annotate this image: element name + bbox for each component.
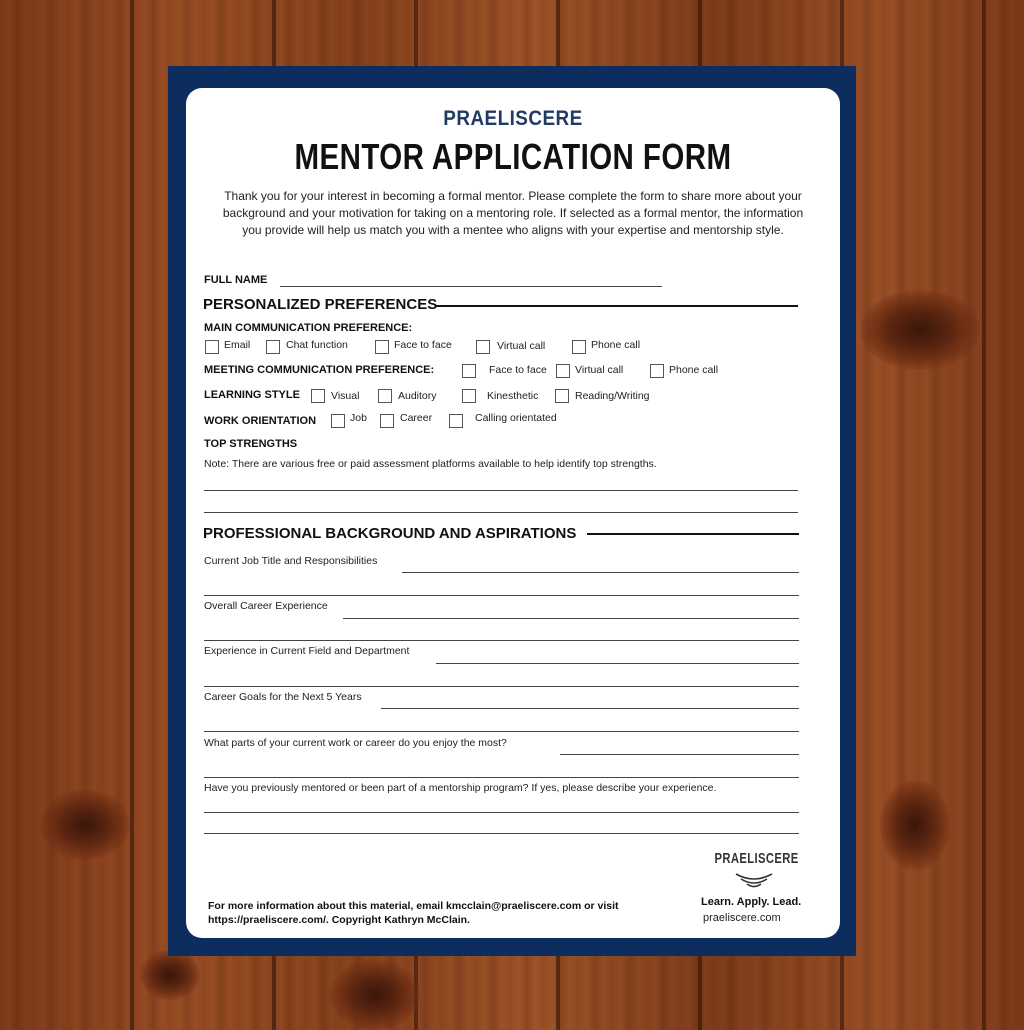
answer-career-goals-line-1[interactable]	[381, 708, 799, 709]
option-face-label: Face to face	[394, 339, 452, 351]
wood-knot	[40, 790, 130, 860]
section-rule	[587, 533, 799, 535]
top-strengths-line-2[interactable]	[204, 512, 798, 513]
top-strengths-line-1[interactable]	[204, 490, 798, 491]
question-current-job: Current Job Title and Responsibilities	[204, 555, 378, 567]
section-personalized-preferences: PERSONALIZED PREFERENCES	[203, 296, 438, 313]
work-orientation-label: WORK ORIENTATION	[204, 415, 317, 427]
answer-previous-mentoring-line-2[interactable]	[204, 833, 799, 834]
option-phone-label: Phone call	[591, 339, 641, 351]
logo-arcs-icon	[732, 872, 776, 890]
meeting-virtual-label: Virtual call	[575, 364, 624, 376]
checkbox-visual[interactable]	[311, 389, 325, 403]
intro-text: Thank you for your interest in becoming a formal mentor. Please complete the form to share more about your background and your motivation for taking on a mentoring role. If selected as a formal mentor, the information you provide will help us match you with a mentee who aligns with your expertise and mentorship style.	[222, 189, 804, 237]
checkbox-reading-writing[interactable]	[555, 389, 569, 403]
checkbox-email[interactable]	[205, 340, 219, 354]
learning-auditory-label: Auditory	[398, 390, 437, 402]
checkbox-meeting-virtual-call[interactable]	[556, 364, 570, 378]
checkbox-phone-call[interactable]	[572, 340, 586, 354]
form-sheet	[186, 88, 840, 938]
meeting-face-label: Face to face	[489, 364, 547, 376]
checkbox-virtual-call[interactable]	[476, 340, 490, 354]
main-comm-label: MAIN COMMUNICATION PREFERENCE:	[204, 322, 413, 334]
learning-visual-label: Visual	[331, 390, 360, 402]
answer-previous-mentoring-line-1[interactable]	[204, 812, 799, 813]
learning-style-label: LEARNING STYLE	[204, 389, 300, 401]
question-career-experience: Overall Career Experience	[204, 600, 328, 612]
meeting-comm-label: MEETING COMMUNICATION PREFERENCE:	[204, 364, 435, 376]
answer-enjoy-most-line-1[interactable]	[560, 754, 799, 755]
wood-knot	[880, 780, 950, 870]
option-chat-label: Chat function	[286, 339, 348, 351]
checkbox-calling-orientated[interactable]	[449, 414, 463, 428]
answer-current-job-line-2[interactable]	[204, 595, 799, 596]
option-virtual-label: Virtual call	[497, 340, 546, 352]
wood-knot	[860, 290, 980, 370]
answer-enjoy-most-line-2[interactable]	[204, 777, 799, 778]
meeting-phone-label: Phone call	[669, 364, 719, 376]
question-enjoy-most: What parts of your current work or career do you enjoy the most?	[204, 737, 507, 749]
checkbox-career[interactable]	[380, 414, 394, 428]
top-strengths-note: Note: There are various free or paid assessment platforms available to help identify top strengths.	[204, 458, 657, 470]
option-email-label: Email	[224, 339, 251, 351]
checkbox-job[interactable]	[331, 414, 345, 428]
logo-wordmark: PRAELISCERE	[714, 850, 799, 867]
answer-career-goals-line-2[interactable]	[204, 731, 799, 732]
answer-current-job-line-1[interactable]	[402, 572, 799, 573]
learning-kinesthetic-label: Kinesthetic	[487, 390, 539, 402]
question-previous-mentoring: Have you previously mentored or been part of a mentorship program? If yes, please describe your experience.	[204, 782, 717, 794]
top-strengths-label: TOP STRENGTHS	[204, 438, 298, 450]
checkbox-kinesthetic[interactable]	[462, 389, 476, 403]
answer-career-experience-line-1[interactable]	[343, 618, 799, 619]
full-name-field[interactable]	[280, 286, 662, 287]
learning-reading-label: Reading/Writing	[575, 390, 650, 402]
brand-name: PRAELISCERE	[443, 107, 583, 130]
form-title: MENTOR APPLICATION FORM	[294, 136, 732, 177]
checkbox-chat-function[interactable]	[266, 340, 280, 354]
answer-field-experience-line-2[interactable]	[204, 686, 799, 687]
work-career-label: Career	[400, 412, 433, 424]
checkbox-meeting-face-to-face[interactable]	[462, 364, 476, 378]
question-career-goals: Career Goals for the Next 5 Years	[204, 691, 362, 703]
question-field-experience: Experience in Current Field and Department	[204, 645, 410, 657]
full-name-label: FULL NAME	[204, 274, 268, 286]
wood-knot	[140, 950, 200, 1000]
wood-knot	[330, 960, 420, 1030]
footer-site: praeliscere.com	[703, 912, 781, 924]
work-job-label: Job	[350, 412, 367, 424]
work-calling-label: Calling orientated	[475, 412, 557, 424]
footer-info-line-2: https://praeliscere.com/. Copyright Kathryn McClain.	[208, 914, 470, 926]
checkbox-meeting-phone-call[interactable]	[650, 364, 664, 378]
section-professional-background: PROFESSIONAL BACKGROUND AND ASPIRATIONS	[203, 525, 577, 542]
checkbox-auditory[interactable]	[378, 389, 392, 403]
checkbox-face-to-face[interactable]	[375, 340, 389, 354]
footer-info-line-1: For more information about this material, email kmcclain@praeliscere.com or visit	[208, 900, 619, 912]
answer-career-experience-line-2[interactable]	[204, 640, 799, 641]
answer-field-experience-line-1[interactable]	[436, 663, 799, 664]
footer-tagline: Learn. Apply. Lead.	[701, 896, 802, 908]
section-rule	[436, 305, 798, 307]
praeliscere-logo	[714, 850, 799, 894]
